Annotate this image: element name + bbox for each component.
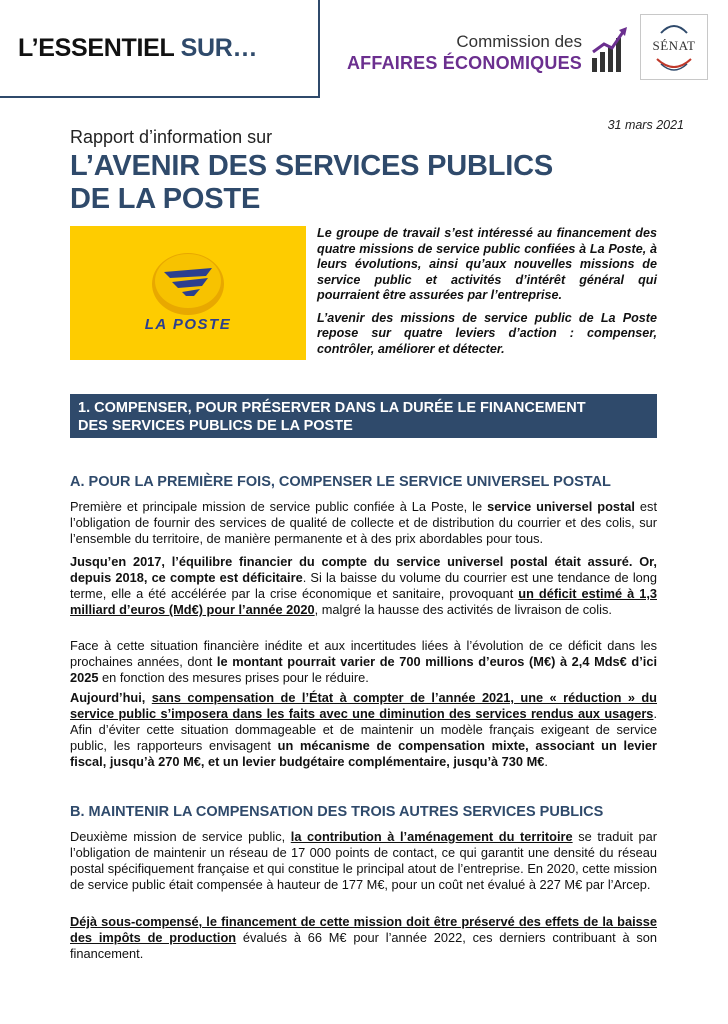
essentiel-sur: SUR… xyxy=(180,34,258,62)
section-1-title-line1: 1. COMPENSER, POUR PRÉSERVER DANS LA DURÉE LE FINANCEMENT xyxy=(78,400,586,416)
report-label: Rapport d’information sur xyxy=(70,127,273,147)
section-1-banner xyxy=(70,394,657,438)
commission-name xyxy=(346,32,582,74)
intro-paragraph-2: L’avenir des missions de service public de La Poste repose sur quatre leviers d’action : compenser, contrôler, améliorer et détecter. xyxy=(317,310,657,356)
la-poste-bird-icon xyxy=(70,226,306,360)
subsection-b-paragraph-2: Déjà sous-compensé, le financement de cette mission doit être préservé des effets de la baisse des impôts de production évalués à 66 M€ pour l’année 2022, ces derniers contribuant à son financement. xyxy=(70,914,657,961)
subsection-a-paragraph-1: Première et principale mission de service public confiée à La Poste, le service universel postal est l’obligation de fournir des services de qualité de collecte et de distribution du courrier et des colis, sur l’ensemble du territoire, de manière permanente et à des prix abordables pour tous. xyxy=(70,499,657,546)
essentiel-main: L’ESSENTIEL xyxy=(18,34,181,62)
subsection-a-paragraph-2: Jusqu’en 2017, l’équilibre financier du compte du service universel postal était assuré. Or, depuis 2018, ce compte est déficitaire. Si la baisse du volume du courrier est une tendance de long terme, elle a été accélérée par la crise économique et sanitaire, provoquant un déficit estimé à 1,3 milliard d’euros (Md€) pour l’année 2020, malgré la hausse des activités de livraison de colis. xyxy=(70,554,658,617)
report-title xyxy=(70,150,553,216)
section-1-title-line2: DES SERVICES PUBLICS DE LA POSTE xyxy=(78,418,353,434)
subsection-b-paragraph-1: Deuxième mission de service public, la contribution à l’aménagement du territoire se traduit par l’obligation de maintenir un réseau de 17 000 points de contact, ce qui garantit une densité du réseau postal spécifiquement française et qui constitue le principal atout de l’entreprise. En 2020, cette mission de service public était compensée à hauteur de 177 M€, pour un coût net évalué à 227 M€ par l’Arcep. xyxy=(70,829,658,892)
commission-line1: Commission des xyxy=(456,32,582,51)
report-title-line1: L’AVENIR DES SERVICES PUBLICS xyxy=(70,150,554,182)
senat-logo xyxy=(640,14,708,80)
report-title-line2: DE LA POSTE xyxy=(70,183,261,215)
subsection-a-paragraph-4: Aujourd’hui, sans compensation de l’État à compter de l’année 2021, une « réduction » du service public s’imposera dans les faits avec une diminution des services rendus aux usagers. Afin d’éviter cette situation dommageable et de maintenir un modèle français exigeant de service public, les rapporteurs envisagent un mécanisme de compensation mixte, associant un levier fiscal, jusqu’à 270 M€, et un levier budgétaire complémentaire, jusqu’à 730 M€. xyxy=(70,690,657,769)
subsection-a-title: A. POUR LA PREMIÈRE FOIS, COMPENSER LE SERVICE UNIVERSEL POSTAL xyxy=(70,474,611,490)
la-poste-logo xyxy=(70,226,306,360)
essentiel-title xyxy=(18,34,257,63)
subsection-b-title: B. MAINTENIR LA COMPENSATION DES TROIS AUTRES SERVICES PUBLICS xyxy=(70,804,604,820)
subsection-a-paragraph-3: Face à cette situation financière inédite et aux incertitudes liées à l’évolution de ce déficit dans les prochaines années, dont le montant pourrait varier de 700 millions d’euros (M€) à 2,4 Mds€ d’ici 2025 en fonction des mesures prises pour le réduire. xyxy=(70,638,658,685)
growth-chart-icon xyxy=(590,22,630,74)
senat-logo-text: SÉNAT xyxy=(652,38,696,53)
commission-line2: AFFAIRES ÉCONOMIQUES xyxy=(346,53,582,73)
intro-paragraph-1: Le groupe de travail s’est intéressé au financement des quatre missions de service public confiées à La Poste, à leurs évolutions, ainsi qu’aux nouvelles missions de service public et activités d’intérêt général qui pourraient être assurées par l’entreprise. xyxy=(317,226,657,302)
la-poste-logo-text: LA POSTE xyxy=(144,316,232,333)
report-date: 31 mars 2021 xyxy=(607,118,684,132)
intro-text xyxy=(317,226,657,364)
